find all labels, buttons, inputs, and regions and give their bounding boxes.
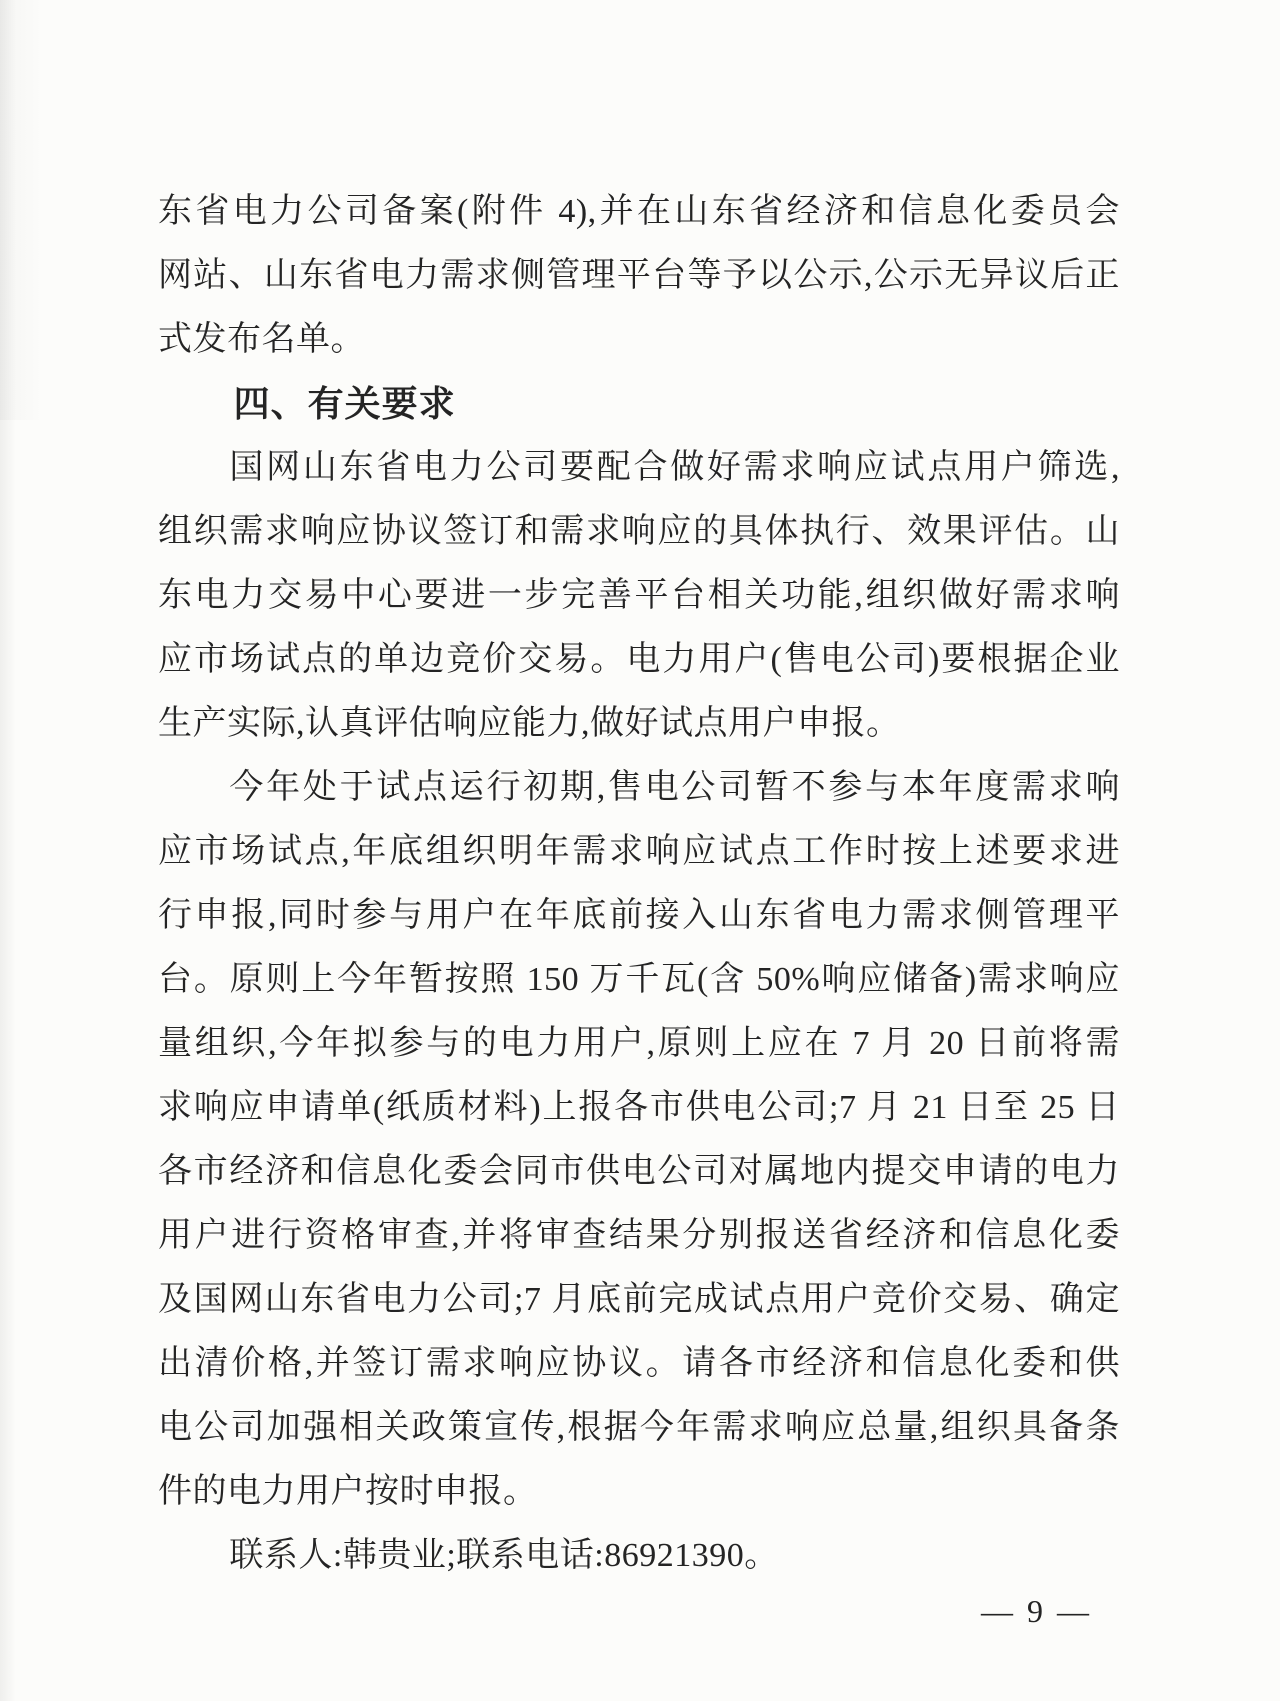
text-line: 电公司加强相关政策宣传,根据今年需求响应总量,组织具备条 [158, 1409, 1120, 1446]
text-line: 东省电力公司备案(附件 4),并在山东省经济和信息化委员会 [158, 193, 1120, 230]
text-line: 生产实际,认真评估响应能力,做好试点用户申报。 [158, 705, 901, 742]
text-line: 今年处于试点运行初期,售电公司暂不参与本年度需求响 [229, 769, 1120, 806]
text-line: 量组织,今年拟参与的电力用户,原则上应在 7 月 20 日前将需 [158, 1025, 1120, 1062]
text-line: 求响应申请单(纸质材料)上报各市供电公司;7 月 21 日至 25 日 [158, 1089, 1120, 1126]
text-line: 东电力交易中心要进一步完善平台相关功能,组织做好需求响 [158, 577, 1120, 614]
document-text [158, 180, 1120, 1588]
text-line: 用户进行资格审查,并将审查结果分别报送省经济和信息化委 [158, 1217, 1120, 1254]
text-line: 组织需求响应协议签订和需求响应的具体执行、效果评估。山 [158, 513, 1120, 550]
text-line: 网站、山东省电力需求侧管理平台等予以公示,公示无异议后正 [158, 257, 1120, 294]
text-line: 各市经济和信息化委会同市供电公司对属地内提交申请的电力 [158, 1153, 1120, 1190]
contact-line: 联系人:韩贵业;联系电话:86921390。 [229, 1537, 779, 1574]
section-heading: 四、有关要求 [233, 383, 456, 424]
text-line: 式发布名单。 [158, 321, 365, 358]
text-line: 行申报,同时参与用户在年底前接入山东省电力需求侧管理平 [158, 897, 1120, 934]
text-line: 出清价格,并签订需求响应协议。请各市经济和信息化委和供 [158, 1345, 1120, 1382]
text-line: 应市场试点,年底组织明年需求响应试点工作时按上述要求进 [158, 833, 1120, 870]
page-number: — 9 — [981, 1593, 1092, 1629]
text-line: 台。原则上今年暂按照 150 万千瓦(含 50%响应储备)需求响应 [158, 961, 1120, 998]
text-line: 国网山东省电力公司要配合做好需求响应试点用户筛选, [229, 449, 1120, 486]
text-line: 及国网山东省电力公司;7 月底前完成试点用户竞价交易、确定 [158, 1281, 1120, 1318]
text-line: 件的电力用户按时申报。 [158, 1473, 538, 1510]
text-line: 应市场试点的单边竞价交易。电力用户(售电公司)要根据企业 [158, 641, 1120, 678]
